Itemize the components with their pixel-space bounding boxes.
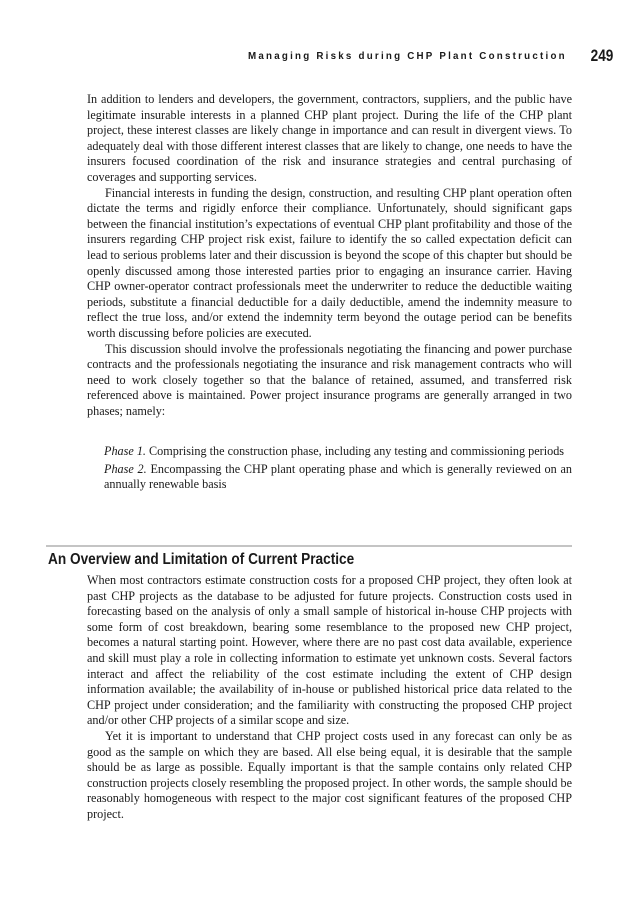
paragraph: Yet it is important to understand that CHP project costs used in any forecast can only be as good as the sample on which they are based. All else being equal, it is desirable that the sample should be as large as possible. Equally important is that the sample contains only related CHP construction projects closely resembling the proposed project. In other words, the sample should be reasonably homogeneous with respect to the major cost significant features of the proposed CHP project.	[87, 728, 573, 821]
phase-text: Comprising the construction phase, including any testing and commissioning periods	[149, 444, 565, 458]
paragraph: In addition to lenders and developers, the government, contractors, suppliers, and the public have legitimate insurable interests in a planned CHP plant project. During the life of the CHP plant project, these interest classes are likely change in importance and can result in divergent views. To adequately deal with those different interest classes that are likely to change, one needs to have the insurers focused coordination of the risk and insurance strategies and central purchasing of coverages and supporting services.	[87, 92, 572, 184]
body-text-section	[87, 573, 572, 823]
page-number: 249	[590, 46, 613, 65]
paragraph: Financial interests in funding the design, construction, and resulting CHP plant operation often dictate the terms and rigidly enforce their compliance. Unfortunately, should significant gaps between the financial institution’s expectations of eventual CHP plant profitability and those of the insurers regarding CHP project risk exist, failure to identify the so called expectation deficit can lead to serious problems later and their discussion is beyond the scope of this chapter but should be openly discussed among those interested parties prior to engaging an insurance carrier. Having CHP owner-operator contract professionals meet the underwriter to reduce the deductible waiting periods, substitute a financial deductible for a daily deductible, amend the indemnity measure to reflect the true loss, and/or extend the indemnity term beyond the outage period can be benefits worth discussing before policies are executed.	[87, 185, 572, 340]
paragraph: This discussion should involve the professionals negotiating the financing and power purchase contracts and the professionals negotiating the insurance and risk management contracts who will need to work closely together so that the balance of retained, assumed, and transferred risk referenced above is maintained. Power project insurance programs are generally arranged in two phases; namely:	[87, 341, 572, 418]
running-header	[0, 46, 621, 70]
phase-item	[104, 462, 572, 493]
phase-list	[104, 444, 572, 495]
running-title: Managing Risks during CHP Plant Construction	[248, 50, 567, 62]
phase-label: Phase 2.	[104, 461, 147, 476]
section-divider	[46, 545, 572, 547]
body-text-intro	[87, 92, 572, 419]
phase-text: Encompassing the CHP plant operating phase and which is generally reviewed on an annually renewable basis	[104, 461, 572, 492]
phase-item	[104, 444, 572, 460]
section-heading: An Overview and Limitation of Current Practice	[48, 551, 355, 568]
phase-label: Phase 1.	[104, 444, 146, 458]
paragraph: When most contractors estimate construction costs for a proposed CHP project, they often look at past CHP projects as the database to be adjusted for future projects. Construction costs used in forecasting based on the analysis of only a small sample of historical in-house CHP projects with some form of cost breakdown, bearing some resemblance to the proposed new CHP project, becomes a natural starting point. However, where there are no past cost data available, experience and skill must play a role in collecting information to estimate yet unknown costs. Several factors interact and affect the reliability of the cost estimate including the extent of CHP design information available; the availability of in-house or published historical price data related to the CHP project under consideration; and the familiarity with constructing the proposed CHP project and/or other CHP projects of a similar scope and size.	[87, 573, 572, 728]
